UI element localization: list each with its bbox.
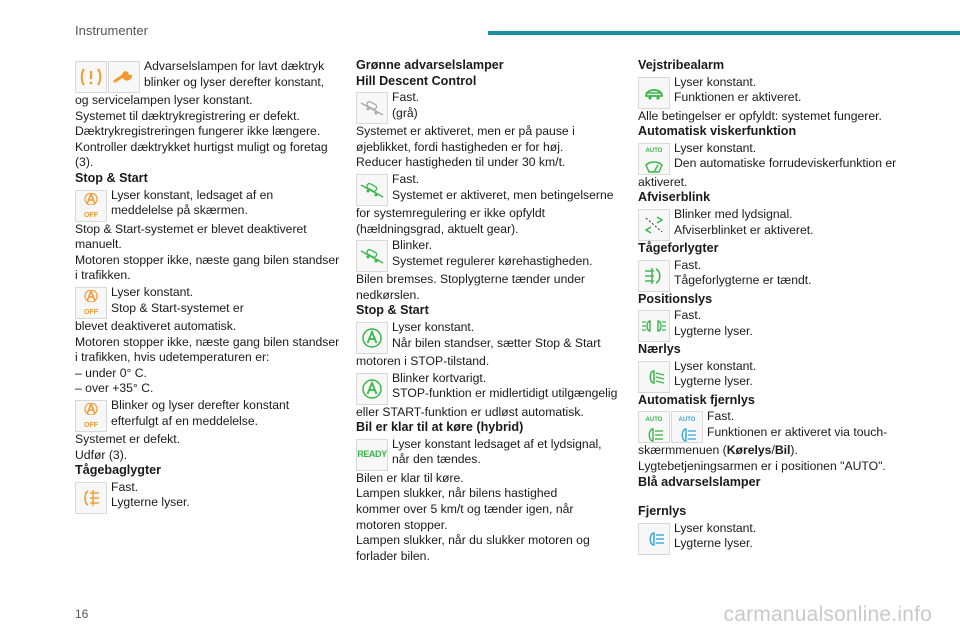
gss2-line-1: STOP-funktion er midlertidigt utilgængelig bbox=[392, 386, 618, 401]
service-wrench-icon bbox=[108, 61, 140, 93]
green-ss-entry-2 bbox=[356, 371, 624, 421]
ready-line-3: Lampen slukker, når bilens hastighed bbox=[356, 486, 558, 501]
blue-warnings-heading: Blå advarselslamper bbox=[638, 474, 761, 489]
hdc3-line-2: Bilen bremses. Stoplygterne tænder under bbox=[356, 272, 585, 287]
menu-bil: Bil bbox=[774, 443, 791, 458]
tyre-pressure-line-4: Dæktrykregistreringen fungerer ikke længere. bbox=[75, 124, 321, 139]
ss2-line-0: Lyser konstant. bbox=[111, 284, 194, 299]
hdc3-line-3: nedkørslen. bbox=[356, 287, 420, 302]
stop-start-heading: Stop & Start bbox=[75, 170, 148, 185]
column-1 bbox=[75, 58, 345, 514]
menu-sep: / bbox=[771, 443, 775, 458]
column-3 bbox=[638, 58, 918, 555]
gss2-line-0: Blinker kortvarigt. bbox=[392, 370, 487, 385]
ready-label: READY bbox=[357, 448, 387, 459]
auto-label: AUTO bbox=[678, 416, 696, 423]
ss2-line-1: Stop & Start-systemet er bbox=[111, 300, 244, 315]
hdc-entry-3 bbox=[356, 238, 624, 303]
ss2-line-6: – over +35° C. bbox=[75, 381, 154, 396]
position-entry bbox=[638, 308, 918, 342]
ready-indicator-icon bbox=[356, 439, 388, 471]
off-label: OFF bbox=[84, 308, 98, 316]
ss2-line-4: i trafikken, hvis udetemperaturen er: bbox=[75, 350, 270, 365]
rear-fog-line-0: Fast. bbox=[111, 479, 139, 494]
lane-line-1: Funktionen er aktiveret. bbox=[674, 90, 802, 105]
auto-high-entry bbox=[638, 409, 918, 474]
low-beam-line-0: Lyser konstant. bbox=[674, 358, 757, 373]
defog-line-1: Afviserblinket er aktiveret. bbox=[674, 222, 814, 237]
position-lights-icon bbox=[638, 310, 670, 342]
ready-line-5: motoren stopper. bbox=[356, 517, 448, 532]
lane-heading: Vejstribealarm bbox=[638, 58, 725, 72]
tyre-pressure-line-6: (3). bbox=[75, 155, 94, 170]
position-line-0: Fast. bbox=[674, 308, 702, 323]
ss3-line-0: Blinker og lyser derefter konstant bbox=[111, 397, 290, 412]
stop-start-off-icon bbox=[75, 400, 107, 432]
wiper-line-1: Den automatiske forrudeviskerfunktion er bbox=[674, 156, 897, 171]
hdc1-line-3: øjeblikket, fordi hastigheden er for høj. bbox=[356, 139, 564, 154]
rear-fog-line-1: Lygterne lyser. bbox=[111, 495, 190, 510]
auto-high-line-2 bbox=[638, 443, 918, 459]
front-fog-heading: Tågeforlygter bbox=[638, 240, 719, 255]
lane-entry bbox=[638, 75, 918, 125]
stop-start-entry-1 bbox=[75, 188, 345, 284]
high-beam-heading: Fjernlys bbox=[638, 504, 687, 519]
auto-label: AUTO bbox=[645, 147, 663, 154]
lane-line-2: Alle betingelser er opfyldt: systemet fungerer. bbox=[638, 108, 882, 123]
menu-korelys: Kørelys bbox=[726, 443, 772, 458]
hdc1-line-0: Fast. bbox=[392, 90, 420, 105]
stop-start-entry-2 bbox=[75, 285, 345, 397]
hdc3-line-0: Blinker. bbox=[392, 238, 432, 253]
ss2-line-3: Motoren stopper ikke, næste gang bilen standser bbox=[75, 334, 340, 349]
high-beam-line-0: Lyser konstant. bbox=[674, 520, 757, 535]
hdc1-line-2: Systemet er aktiveret, men er på pause i bbox=[356, 124, 575, 139]
high-beam-entry bbox=[638, 521, 918, 555]
stop-start-off-icon bbox=[75, 287, 107, 319]
ready-line-6: Lampen slukker, når du slukker motoren og bbox=[356, 533, 590, 548]
tyre-pressure-line-2: og servicelampen lyser konstant. bbox=[75, 93, 253, 107]
front-fog-entry bbox=[638, 258, 918, 292]
gss2-line-2: eller START-funktion er udløst automatisk. bbox=[356, 404, 584, 419]
ready-line-7: forlader bilen. bbox=[356, 548, 430, 563]
stop-start-active-icon bbox=[356, 322, 388, 354]
ss1-line-2: Stop & Start-systemet er blevet deaktiveret bbox=[75, 221, 307, 236]
auto-high-line-2-post: ). bbox=[790, 443, 798, 458]
hazard-split-icon bbox=[638, 209, 670, 241]
ss3-line-2: Systemet er defekt. bbox=[75, 431, 180, 446]
lane-line-0: Lyser konstant. bbox=[674, 74, 757, 89]
auto-label: AUTO bbox=[645, 416, 663, 423]
tyre-pressure-line-1: blinker og lyser derefter konstant, bbox=[144, 74, 325, 89]
low-beam-heading: Nærlys bbox=[638, 342, 681, 357]
ready-line-0: Lyser konstant ledsaget af et lydsignal, bbox=[392, 436, 602, 451]
low-beam-line-1: Lygterne lyser. bbox=[674, 374, 753, 389]
low-beam-entry bbox=[638, 359, 918, 393]
off-label: OFF bbox=[84, 211, 98, 219]
auto-high-heading: Automatisk fjernlys bbox=[638, 392, 755, 407]
defog-entry bbox=[638, 207, 918, 241]
watermark: carmanualsonline.info bbox=[723, 603, 932, 626]
gss1-line-1: Når bilen standser, sætter Stop & Start bbox=[392, 335, 601, 350]
ready-entry bbox=[356, 437, 624, 565]
auto-high-line-2-pre: skærmmenuen ( bbox=[638, 443, 727, 458]
hdc2-line-3: (hældningsgrad, aktuelt gear). bbox=[356, 221, 519, 236]
hdc-heading: Hill Descent Control bbox=[356, 73, 477, 88]
auto-high-line-1: Funktionen er aktiveret via touch- bbox=[707, 424, 888, 439]
ss1-line-4: Motoren stopper ikke, næste gang bilen standser bbox=[75, 252, 340, 267]
ready-heading: Bil er klar til at køre (hybrid) bbox=[356, 420, 524, 435]
wiper-heading: Automatisk viskerfunktion bbox=[638, 124, 797, 139]
ready-line-4: kommer over 5 km/t og tænder igen, når bbox=[356, 501, 574, 516]
ss3-line-1: efterfulgt af en meddelelse. bbox=[111, 413, 259, 428]
off-label: OFF bbox=[84, 421, 98, 429]
high-beam-line-1: Lygterne lyser. bbox=[674, 536, 753, 551]
low-beam-icon bbox=[638, 361, 670, 393]
header-section-title: Instrumenter bbox=[75, 23, 148, 38]
page-number: 16 bbox=[75, 607, 89, 621]
auto-high-line-0: Fast. bbox=[707, 409, 735, 424]
ss2-line-2: blevet deaktiveret automatisk. bbox=[75, 318, 237, 333]
ss1-line-0: Lyser konstant, ledsaget af en bbox=[111, 187, 274, 202]
ss3-line-3: Udfør (3). bbox=[75, 447, 128, 462]
hdc2-line-0: Fast. bbox=[392, 171, 420, 186]
wiper-line-2: aktiveret. bbox=[638, 174, 688, 189]
rear-fog-entry bbox=[75, 480, 345, 514]
wiper-entry bbox=[638, 141, 918, 191]
tyre-pressure-warning-icon bbox=[75, 61, 107, 93]
stop-start-active-icon bbox=[356, 373, 388, 405]
high-beam-icon bbox=[638, 523, 670, 555]
front-fog-line-0: Fast. bbox=[674, 257, 702, 272]
hill-descent-grey-icon bbox=[356, 92, 388, 124]
ss1-line-3: manuelt. bbox=[75, 237, 122, 252]
auto-high-line-3: Lygtebetjeningsarmen er i positionen "AUTO". bbox=[638, 458, 886, 473]
hdc1-line-1: (grå) bbox=[392, 105, 418, 120]
position-heading: Positionslys bbox=[638, 291, 713, 306]
hill-descent-green-icon bbox=[356, 240, 388, 272]
ready-line-1: når den tændes. bbox=[392, 452, 481, 467]
defog-line-0: Blinker med lydsignal. bbox=[674, 206, 793, 221]
tyre-pressure-line-5: Kontroller dæktrykket hurtigst muligt og foretag bbox=[75, 139, 328, 154]
ss1-line-1: meddelelse på skærmen. bbox=[111, 203, 248, 218]
stop-start-off-icon bbox=[75, 190, 107, 222]
column-2 bbox=[356, 58, 624, 564]
ready-line-2: Bilen er klar til køre. bbox=[356, 470, 464, 485]
hdc1-line-4: Reducer hastigheden til under 30 km/t. bbox=[356, 155, 566, 170]
lane-departure-icon bbox=[638, 77, 670, 109]
tyre-pressure-line-3: Systemet til dæktrykregistrering er defekt. bbox=[75, 108, 300, 123]
hill-descent-green-icon bbox=[356, 174, 388, 206]
tyre-pressure-line-0: Advarselslampen for lavt dæktryk bbox=[144, 59, 325, 73]
hdc-entry-1 bbox=[356, 90, 624, 171]
auto-wiper-icon bbox=[638, 143, 670, 175]
hdc2-line-1: Systemet er aktiveret, men betingelserne bbox=[392, 187, 614, 202]
gss1-line-2: motoren i STOP-tilstand. bbox=[356, 353, 490, 368]
auto-high-beam-blue-icon bbox=[671, 411, 703, 443]
auto-high-beam-green-icon bbox=[638, 411, 670, 443]
wiper-line-0: Lyser konstant. bbox=[674, 140, 757, 155]
rear-fog-heading: Tågebaglygter bbox=[75, 463, 162, 478]
green-ss-entry-1 bbox=[356, 320, 624, 370]
hdc-entry-2 bbox=[356, 172, 624, 237]
ss2-line-5: – under 0° C. bbox=[75, 365, 147, 380]
hdc2-line-2: for systemregulering er ikke opfyldt bbox=[356, 205, 545, 220]
ss1-line-5: i trafikken. bbox=[75, 268, 131, 283]
front-fog-light-icon bbox=[638, 260, 670, 292]
gss1-line-0: Lyser konstant. bbox=[392, 319, 475, 334]
tyre-pressure-entry bbox=[75, 59, 345, 171]
green-warnings-heading: Grønne advarselslamper bbox=[356, 58, 504, 72]
header-accent-bar bbox=[488, 31, 960, 35]
stop-start-entry-3 bbox=[75, 398, 345, 463]
position-line-1: Lygterne lyser. bbox=[674, 323, 753, 338]
defog-heading: Afviserblink bbox=[638, 190, 711, 205]
hdc3-line-1: Systemet regulerer kørehastigheden. bbox=[392, 253, 593, 268]
green-stop-start-heading: Stop & Start bbox=[356, 303, 429, 318]
front-fog-line-1: Tågeforlygterne er tændt. bbox=[674, 273, 812, 288]
rear-fog-light-icon bbox=[75, 482, 107, 514]
